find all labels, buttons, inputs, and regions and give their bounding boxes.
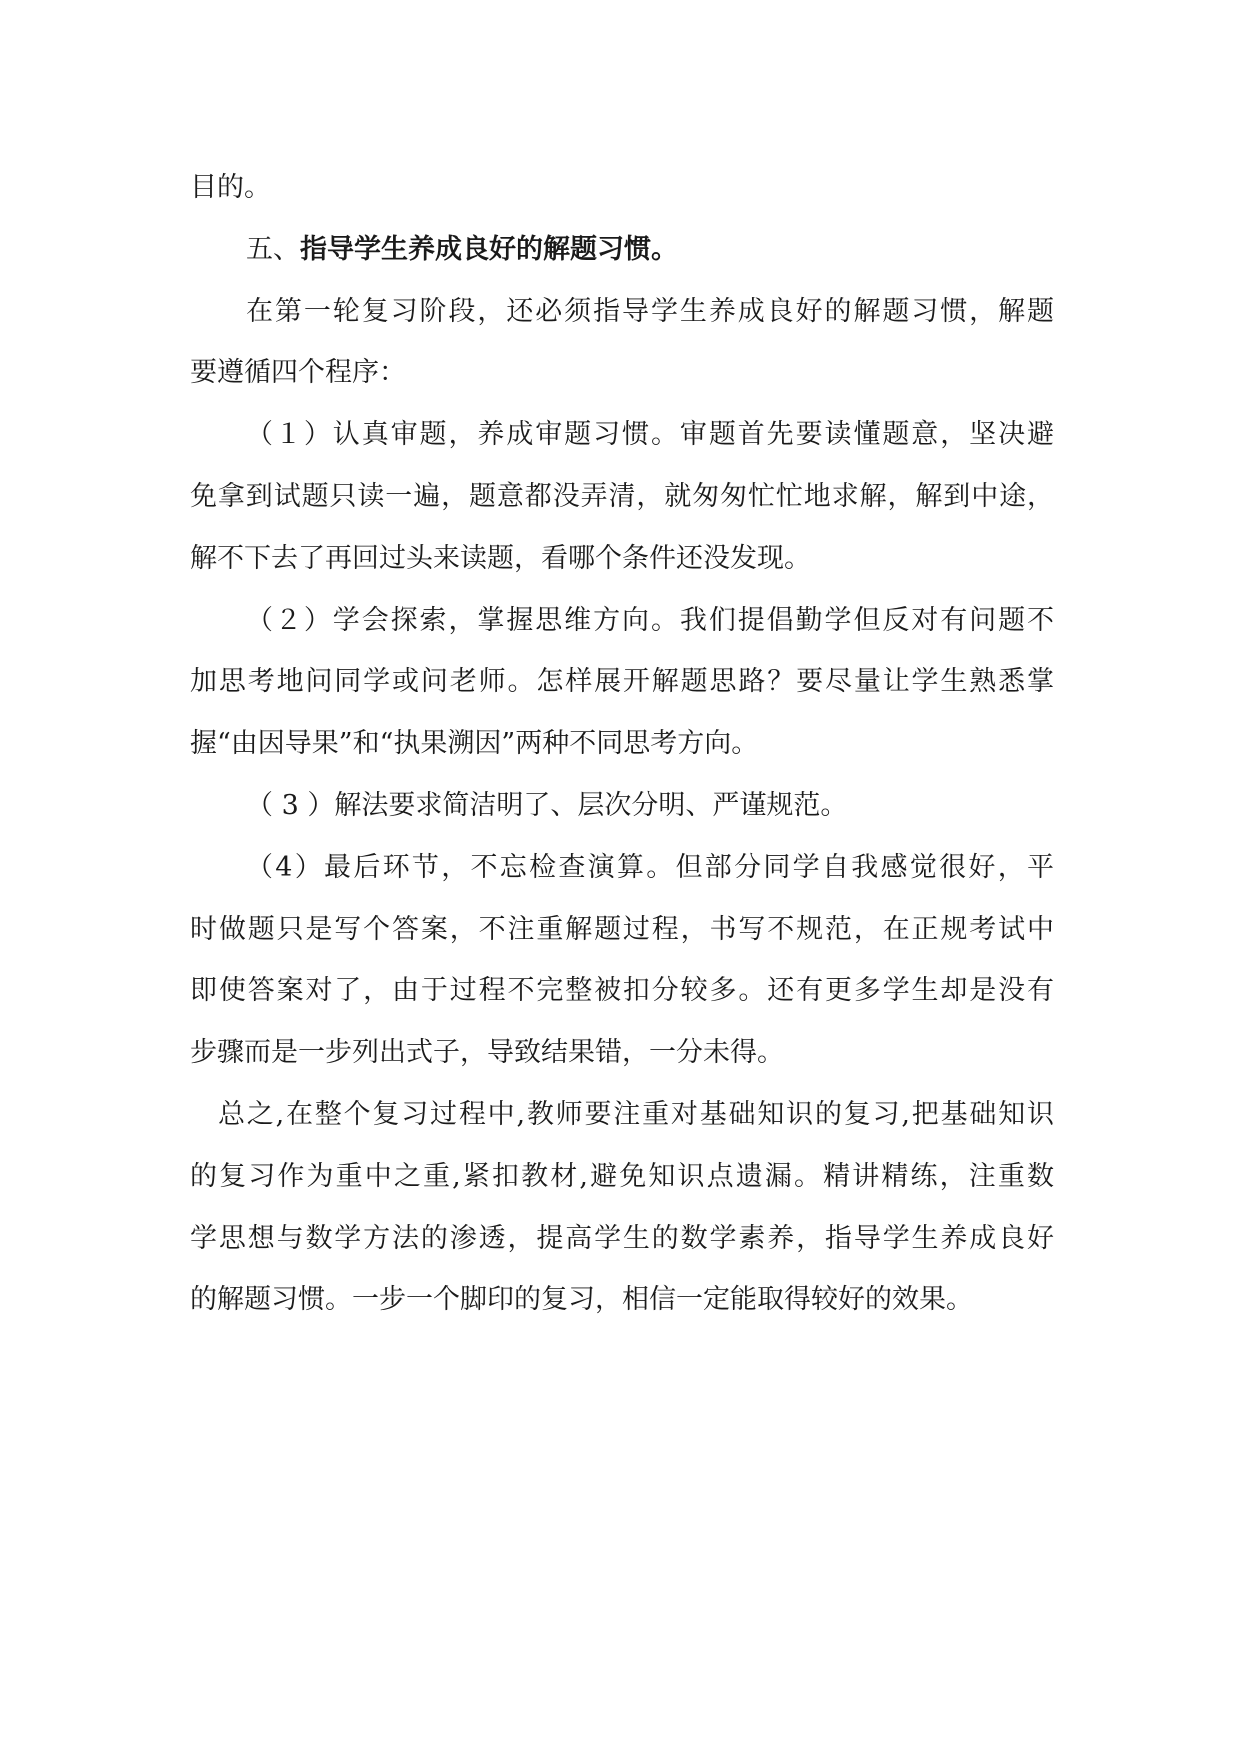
list-item-4-line: 步骤而是一步列出式子，导致结果错，一分未得。 — [190, 1037, 784, 1069]
paragraph-line: 目的。 — [190, 172, 271, 203]
list-item-1-line: 解不下去了再回过头来读题，看哪个条件还没发现。 — [190, 542, 811, 574]
list-item-4-line: （4）最后环节，不忘检查演算。但部分同学自我感觉很好，平 — [246, 851, 1054, 883]
list-item-1-line: （１）认真审题，养成审题习惯。审题首先要读懂题意，坚决避 — [246, 419, 1054, 451]
summary-line: 的解题习惯。一步一个脚印的复习，相信一定能取得较好的效果。 — [190, 1284, 973, 1316]
section-heading — [190, 219, 1054, 281]
list-item-2-line: （２）学会探索，掌握思维方向。我们提倡勤学但反对有问题不 — [246, 604, 1054, 636]
list-item-2-line: 加思考地问同学或问老师。怎样展开解题思路？要尽量让学生熟悉掌 — [190, 666, 1054, 698]
summary-line: 的复习作为重中之重,紧扣教材,避免知识点遗漏。精讲精练，注重数 — [190, 1160, 1054, 1192]
section-number: 五、 — [246, 233, 300, 265]
summary-line: 学思想与数学方法的渗透，提高学生的数学素养，指导学生养成良好 — [190, 1222, 1054, 1254]
list-item-4-line: 即使答案对了，由于过程不完整被扣分较多。还有更多学生却是没有 — [190, 975, 1054, 1007]
list-item-4-line: 时做题只是写个答案，不注重解题过程，书写不规范，在正规考试中 — [190, 913, 1054, 945]
list-item-2-line: 握“由因导果”和“执果溯因”两种不同思考方向。 — [190, 728, 759, 760]
document-body — [190, 157, 1054, 1331]
section-title: 指导学生养成良好的解题习惯。 — [300, 233, 678, 265]
list-item-1-line: 免拿到试题只读一遍，题意都没弄清，就匆匆忙忙地求解，解到中途， — [190, 480, 1054, 512]
paragraph-line: 在第一轮复习阶段，还必须指导学生养成良好的解题习惯，解题 — [246, 295, 1054, 327]
summary-line: 总之,在整个复习过程中,教师要注重对基础知识的复习,把基础知识 — [218, 1098, 1054, 1130]
paragraph-line: 要遵循四个程序： — [190, 357, 406, 389]
list-item-3-line: （ 3 ）解法要求简洁明了、层次分明、严谨规范。 — [246, 789, 848, 821]
